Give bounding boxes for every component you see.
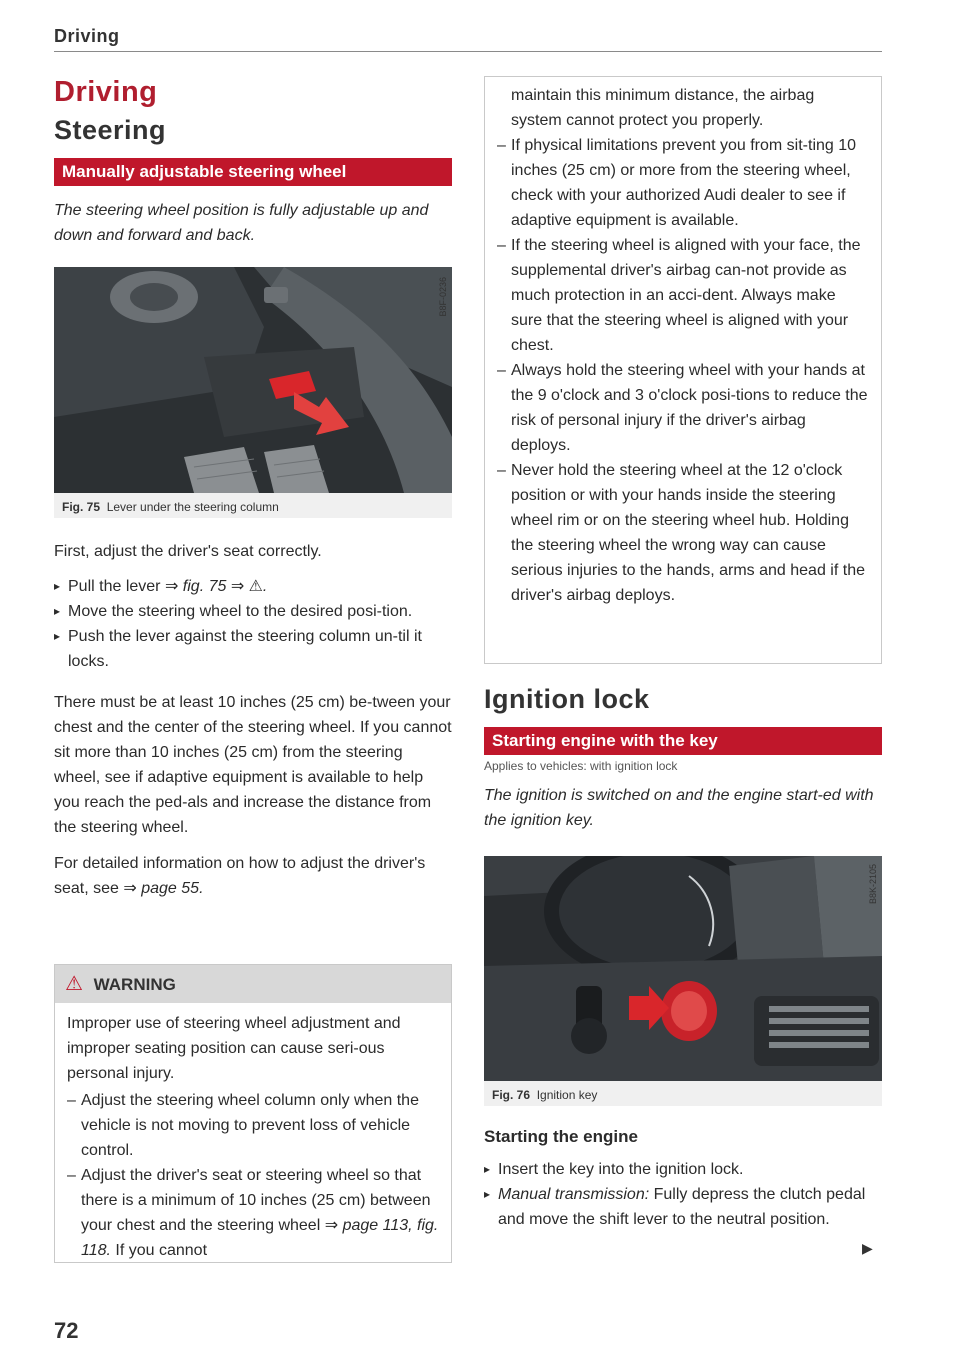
right-section <box>484 684 882 833</box>
step-1-ref[interactable]: ⇒ fig. 75 ⇒ ⚠. <box>164 578 268 595</box>
applies-note: Applies to vehicles: with ignition lock <box>484 759 678 773</box>
start-step-2-label: Manual transmission: <box>498 1186 650 1203</box>
ignition-topic-title: Starting engine with the key <box>484 727 882 755</box>
warning-item-2-ref[interactable]: ⇒ page 113, fig. 118. <box>81 1217 439 1259</box>
topic-title: Manually adjustable steering wheel <box>54 158 452 186</box>
step-3 <box>54 624 452 674</box>
page-number: 72 <box>54 1318 79 1343</box>
start-step-2-text: Fully depress the clutch pedal and move the shift lever to the neutral position. <box>498 1186 866 1228</box>
figure-75-code: B8F-0236 <box>438 277 448 317</box>
seat-reference-paragraph <box>54 851 452 901</box>
seat-ref-text: For detailed information on how to adjust the driver's seat, see <box>54 855 426 897</box>
warning-item-2 <box>67 1163 439 1263</box>
chapter-title: Driving <box>54 76 158 108</box>
step-1 <box>54 574 452 599</box>
warning-cont-item-3 <box>497 358 869 458</box>
warning-continuation-box <box>484 76 882 664</box>
adjust-steps <box>54 574 452 674</box>
figure-75-caption-text: Lever under the steering column <box>106 500 279 514</box>
warning-item-2-text: Adjust the driver's seat or steering wheel so that there is a minimum of 10 inches (25 cm) between your chest and the steering wheel <box>81 1167 431 1234</box>
warning-cont-item-2-text: If the steering wheel is aligned with your face, the supplemental driver's airbag can-not provide as much protection in an acci-dent. Always make sure that the steering wheel is aligned with your chest. <box>511 237 861 354</box>
warning-item-1 <box>67 1088 439 1163</box>
figure-75 <box>54 267 452 518</box>
right-body <box>484 1127 882 1232</box>
figure-76-code: B8K-2105 <box>868 864 878 905</box>
figure-76-caption-text: Ignition key <box>536 1088 598 1102</box>
header-rule <box>54 51 882 52</box>
warning-cont-item-4-text: Never hold the steering wheel at the 12 o'clock position or with your hands inside the steering wheel rim or on the steering wheel hub. Holding the steering wheel the wrong way can cause serious injuries to the hands, arms and head if the driver's airbag deploys. <box>511 462 865 604</box>
step-3-text: Push the lever against the steering column un-til it locks. <box>68 628 422 670</box>
warning-cont-items <box>497 133 869 608</box>
topic-intro: The steering wheel position is fully adjustable up and down and forward and back. <box>54 202 429 244</box>
warning-cont-item-4 <box>497 458 869 608</box>
start-steps <box>484 1157 882 1232</box>
warning-cont-item-1 <box>497 133 869 233</box>
ignition-section-title: Ignition lock <box>484 684 650 714</box>
warning-item-1-text: Adjust the steering wheel column only when the vehicle is not moving to prevent loss of vehicle control. <box>81 1092 419 1159</box>
continued-arrow-icon: ▶ <box>862 1240 873 1256</box>
running-header: Driving <box>54 26 120 46</box>
section-title: Steering <box>54 115 167 145</box>
figure-75-number: Fig. 75 <box>62 500 101 514</box>
step-1-text: Pull the lever <box>68 578 165 595</box>
seat-ref-link[interactable]: ⇒ page 55. <box>123 880 204 897</box>
warning-box <box>54 964 452 1263</box>
figure-76-caption <box>484 1081 882 1109</box>
ignition-intro: The ignition is switched on and the engine start-ed with the ignition key. <box>484 787 874 829</box>
warning-header <box>55 965 451 1003</box>
warning-title: WARNING <box>93 975 176 994</box>
warning-triangle-icon: ⚠ <box>65 973 83 995</box>
step-2-text: Move the steering wheel to the desired posi-tion. <box>68 603 413 620</box>
ignition-key-illustration <box>484 856 882 1081</box>
step-2 <box>54 599 452 624</box>
figure-76-number: Fig. 76 <box>492 1088 531 1102</box>
figure-75-caption <box>54 493 452 521</box>
warning-items <box>67 1088 439 1263</box>
warning-cont-item-3-text: Always hold the steering wheel with your hands at the 9 o'clock and 3 o'clock posi-tions to reduce the risk of personal injury if the driver's airbag deploys. <box>511 362 868 454</box>
warning-cont-item-2 <box>497 233 869 358</box>
warning-item-2-tail: If you cannot <box>110 1242 208 1259</box>
first-line: First, adjust the driver's seat correctly. <box>54 543 322 560</box>
left-column <box>54 76 452 248</box>
distance-paragraph: There must be at least 10 inches (25 cm) be-tween your chest and the center of the steering wheel. If you cannot sit more than 10 inches (25 cm) from the steering wheel, see if adaptive equipment is available to help you reach the ped-als and increase the distance from the steering wheel. <box>54 694 452 836</box>
start-step-1-text: Insert the key into the ignition lock. <box>498 1161 744 1178</box>
starting-engine-subhead: Starting the engine <box>484 1127 638 1146</box>
warning-intro: Improper use of steering wheel adjustment and improper seating position can cause seri-ous personal injury. <box>67 1015 401 1082</box>
warning-cont-item-1-text: If physical limitations prevent you from sit-ting 10 inches (25 cm) or more from the steering wheel, check with your authorized Audi dealer to see if adaptive equipment is available. <box>511 137 857 229</box>
left-body <box>54 539 452 901</box>
warning-cont-first: maintain this minimum distance, the airbag system cannot protect you properly. <box>511 87 815 129</box>
start-step-2 <box>484 1182 882 1232</box>
start-step-1 <box>484 1157 882 1182</box>
steering-lever-illustration <box>54 267 452 493</box>
figure-76 <box>484 856 882 1106</box>
